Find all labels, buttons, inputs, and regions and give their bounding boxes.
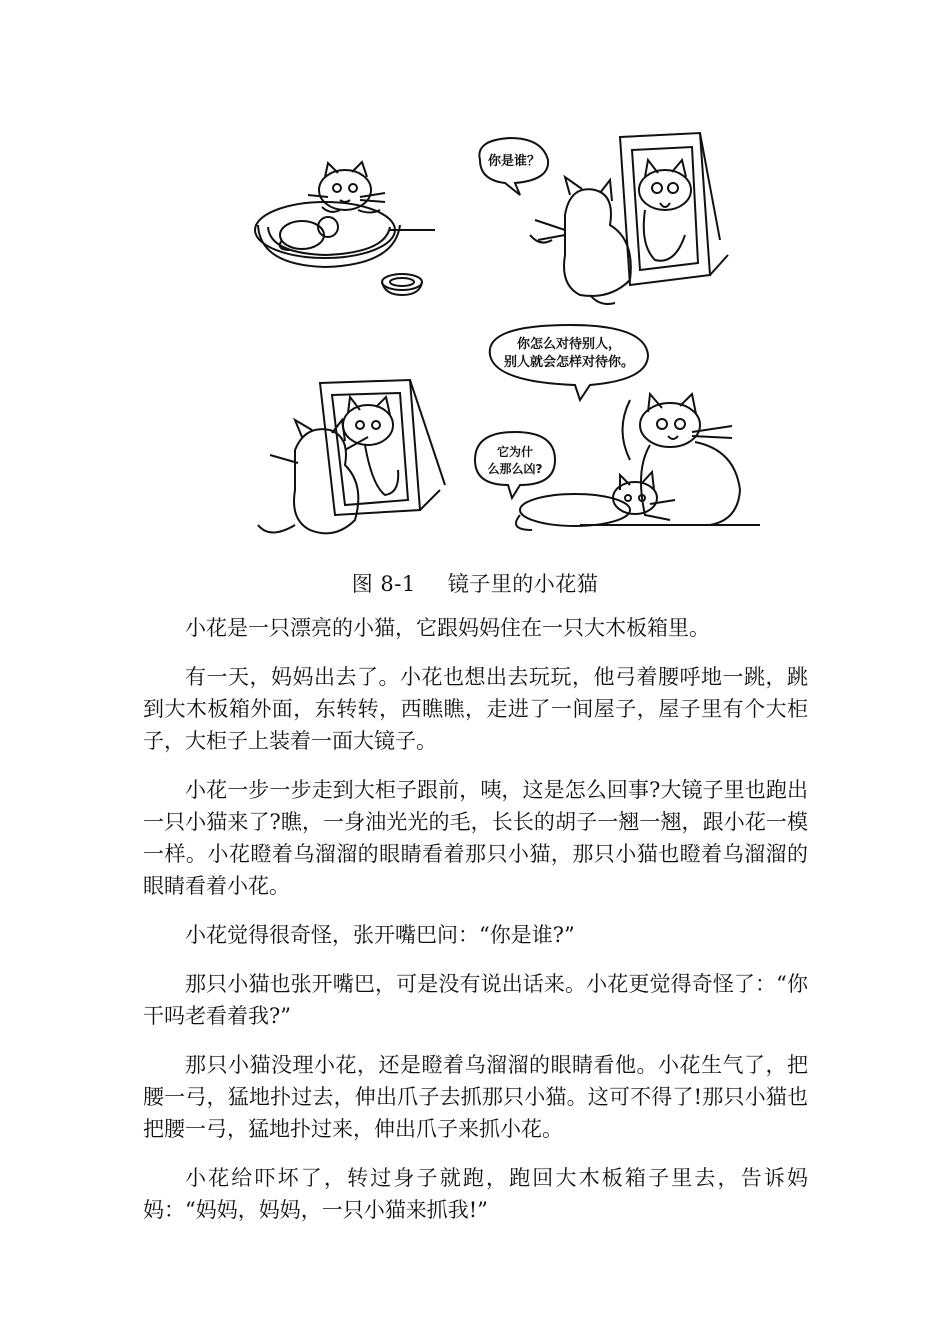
panel-mother-and-kitten: [470, 320, 760, 545]
mother-kitten-drawing: [470, 320, 760, 545]
panel-cat-paws-mirror: [250, 375, 450, 550]
paragraph: 那只小猫也张开嘴巴，可是没有说出话来。小花更觉得奇怪了：“你干吗老看着我?”: [143, 972, 808, 1028]
cat-paws-drawing: [250, 375, 450, 550]
panel-cat-at-mirror: [470, 125, 750, 310]
caption-title: 镜子里的小花猫: [447, 572, 599, 596]
paragraph: 小花觉得很奇怪，张开嘴巴问：“你是谁?”: [185, 923, 575, 947]
bubble-mother-line1: 你怎么对待别人，: [516, 337, 622, 352]
paragraph: 那只小猫没理小花，还是瞪着乌溜溜的眼睛看他。小花生气了，把腰一弓，猛地扑过去，伸出爪子去抓那只小猫。这可不得了!那只小猫也把腰一弓，猛地扑过来，伸出爪子来抓小花。: [143, 1053, 808, 1141]
paragraph: 小花是一只漂亮的小猫，它跟妈妈住在一只大木板箱里。: [185, 616, 710, 640]
cat-basket-drawing: [240, 155, 460, 305]
cartoon-illustration: [240, 125, 760, 560]
caption-number: 图 8-1: [351, 572, 416, 596]
cat-mirror-drawing: [470, 125, 750, 310]
paragraph: 有一天，妈妈出去了。小花也想出去玩玩，他弓着腰呼地一跳，跳到大木板箱外面，东转转，西瞧瞧，走进了一间屋子，屋子里有个大柜子，大柜子上装着一面大镜子。: [143, 665, 808, 753]
bubble-who-are-you: 你是谁？: [487, 154, 541, 169]
paragraph: 小花一步一步走到大柜子跟前，咦，这是怎么回事?大镜子里也跑出一只小猫来了?瞧，一身油光光的毛，长长的胡子一翘一翘，跟小花一模一样。小花瞪着乌溜溜的眼睛看着那只小猫，那只小猫也瞪着乌溜溜的眼睛看着小花。: [143, 778, 808, 898]
figure-caption: [0, 568, 950, 598]
paragraph: 小花给吓坏了，转过身子就跑，跑回大木板箱子里去，告诉妈妈：“妈妈，妈妈，一只小猫来抓我!”: [143, 1166, 808, 1222]
bubble-kitten-line2: 么那么凶?: [487, 462, 543, 476]
panel-cat-in-basket: [240, 155, 460, 305]
bubble-kitten-line1: 它为什: [496, 445, 534, 459]
bubble-mother-line2: 别人就会怎样对待你。: [503, 355, 635, 370]
story-text: [143, 612, 808, 1243]
